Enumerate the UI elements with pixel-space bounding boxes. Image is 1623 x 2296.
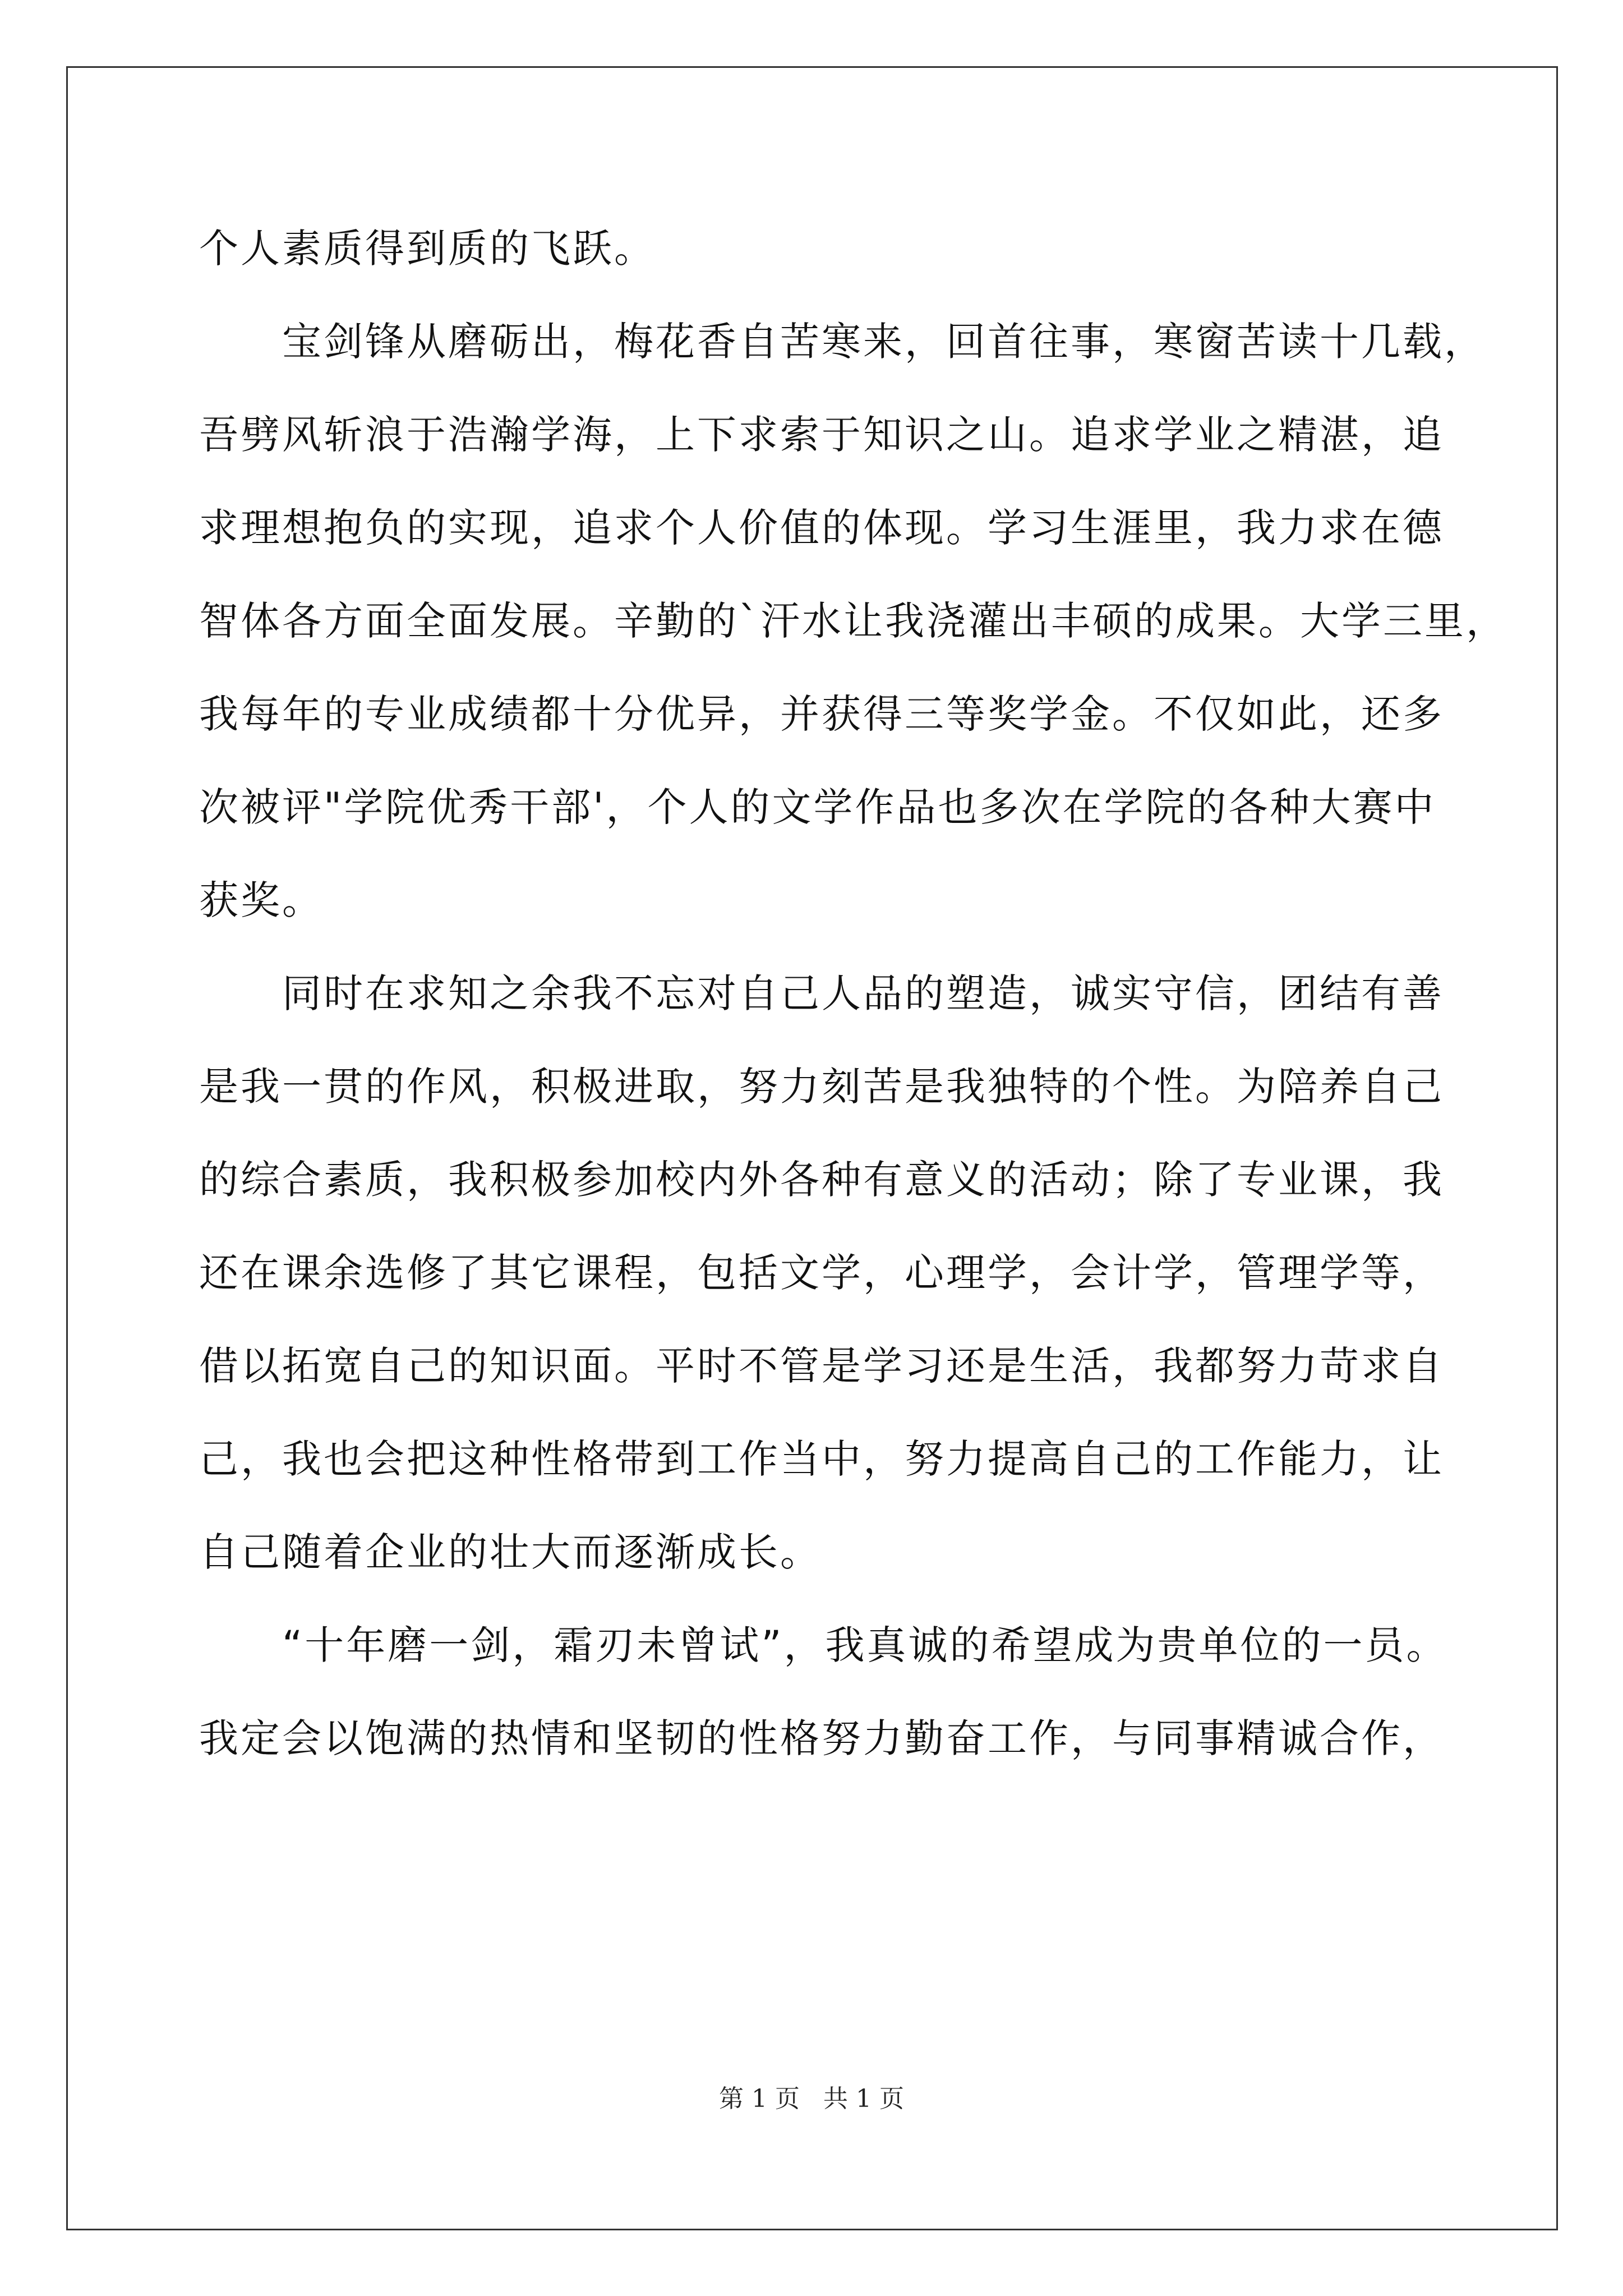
text-line: 个人素质得到质的飞跃。 <box>199 226 656 272</box>
text-line: 自己随着企业的壮大而逐渐成长。 <box>199 1529 822 1575</box>
text-line: “十年磨一剑，霜刃未曾试”，我真诚的希望成为贵单位的一员。 <box>282 1622 1448 1668</box>
text-line: 智体各方面全面发展。辛勤的`汗水让我浇灌出丰硕的成果。大学三里， <box>199 598 1507 644</box>
document-body <box>199 202 1507 1785</box>
page-footer: 第 1 页 共 1 页 <box>719 2085 904 2113</box>
text-line: 我定会以饱满的热情和坚韧的性格努力勤奋工作，与同事精诚合作， <box>199 1715 1444 1761</box>
text-line: 还在课余选修了其它课程，包括文学，心理学，会计学，管理学等， <box>199 1250 1444 1296</box>
text-line: 己，我也会把这种性格带到工作当中，努力提高自己的工作能力，让 <box>199 1436 1444 1482</box>
text-line: 获奖。 <box>199 877 324 923</box>
text-line: 的综合素质，我积极参加校内外各种有意义的活动；除了专业课，我 <box>199 1157 1444 1203</box>
text-line: 吾劈风斩浪于浩瀚学海，上下求索于知识之山。追求学业之精湛，追 <box>199 412 1444 458</box>
text-line: 次被评"学院优秀干部'，个人的文学作品也多次在学院的各种大赛中 <box>199 784 1436 830</box>
text-line: 求理想抱负的实现，追求个人价值的体现。学习生涯里，我力求在德 <box>199 505 1444 551</box>
text-line: 同时在求知之余我不忘对自己人品的塑造，诚实守信，团结有善 <box>282 970 1444 1016</box>
text-line: 我每年的专业成绩都十分优异，并获得三等奖学金。不仅如此，还多 <box>199 691 1444 737</box>
text-line: 借以拓宽自己的知识面。平时不管是学习还是生活，我都努力苛求自 <box>199 1343 1444 1389</box>
text-line: 宝剑锋从磨砺出，梅花香自苦寒来，回首往事，寒窗苦读十几载， <box>282 319 1486 365</box>
text-line: 是我一贯的作风，积极进取，努力刻苦是我独特的个性。为陪养自己 <box>199 1064 1444 1110</box>
